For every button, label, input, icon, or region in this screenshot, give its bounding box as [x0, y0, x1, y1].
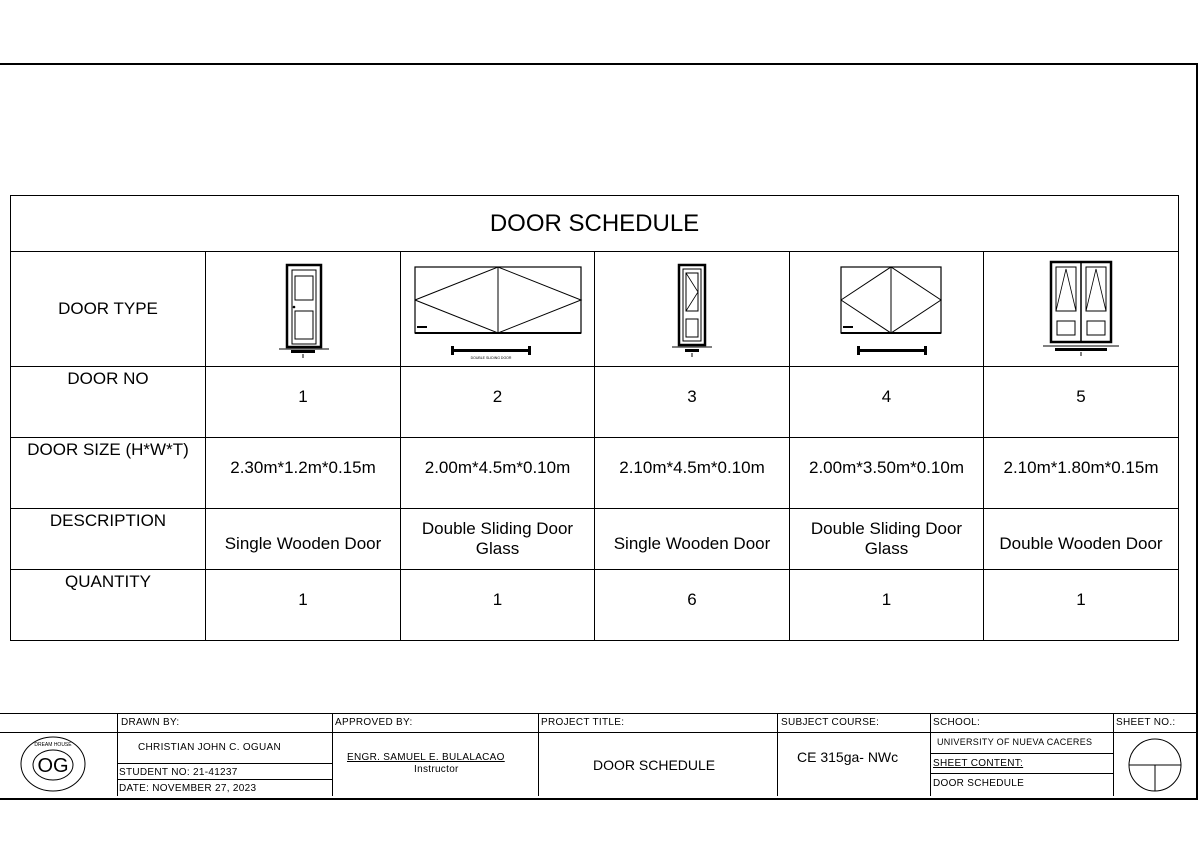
door-3-size: 2.10m*4.5m*0.10m [595, 438, 790, 509]
divider [538, 713, 539, 796]
divider [117, 713, 118, 796]
sheet-no-label: SHEET NO.: [1116, 717, 1176, 728]
door-type-label: DOOR TYPE [11, 252, 206, 367]
divider [117, 763, 332, 764]
door-4-quantity: 1 [790, 570, 984, 641]
door-schedule-table [10, 195, 1179, 641]
divider [930, 773, 1113, 774]
door-1-description: Single Wooden Door [206, 509, 401, 570]
title-block [0, 713, 1196, 796]
door-2-no: 2 [401, 367, 595, 438]
schedule-title: DOOR SCHEDULE [11, 196, 1179, 252]
divider [1113, 713, 1114, 796]
double-sliding-door-icon [408, 257, 588, 361]
divider [930, 753, 1113, 754]
door-5-size: 2.10m*1.80m*0.15m [984, 438, 1179, 509]
door-2-description: Double Sliding Door Glass [401, 509, 595, 570]
divider [930, 713, 931, 796]
door-5-description: Double Wooden Door [984, 509, 1179, 570]
drawn-by-name: CHRISTIAN JOHN C. OGUAN [138, 742, 282, 753]
door-1-drawing [206, 252, 401, 367]
subject-course-label: SUBJECT COURSE: [781, 717, 880, 728]
door-2-drawing [401, 252, 595, 367]
door-1-size: 2.30m*1.2m*0.15m [206, 438, 401, 509]
door-4-drawing [790, 252, 984, 367]
date: DATE: NOVEMBER 27, 2023 [119, 783, 257, 794]
single-glass-panel-door-icon [652, 257, 732, 361]
door-1-quantity: 1 [206, 570, 401, 641]
door-3-drawing [595, 252, 790, 367]
logo-ring-text: DREAM HOUSE [34, 742, 72, 748]
title-block-top-border [0, 713, 1196, 714]
sheet-content-label: SHEET CONTENT: [933, 758, 1024, 769]
quantity-label: QUANTITY [11, 570, 206, 641]
door-5-quantity: 1 [984, 570, 1179, 641]
school-name: UNIVERSITY OF NUEVA CACERES [937, 737, 1093, 747]
sheet-no-symbol [1127, 737, 1183, 793]
project-title-label: PROJECT TITLE: [541, 717, 625, 728]
student-no: STUDENT NO: 21-41237 [119, 767, 238, 778]
door-3-no: 3 [595, 367, 790, 438]
drawn-by-label: DRAWN BY: [121, 717, 180, 728]
door-4-size: 2.00m*3.50m*0.10m [790, 438, 984, 509]
door-4-no: 4 [790, 367, 984, 438]
door-no-label: DOOR NO [11, 367, 206, 438]
approved-by-name: ENGR. SAMUEL E. BULALACAO [347, 752, 505, 763]
title-block-header-divider [0, 732, 1196, 733]
og-logo [18, 735, 88, 793]
door-size-label: DOOR SIZE (H*W*T) [11, 438, 206, 509]
single-wooden-door-icon [263, 257, 343, 361]
sheet-content: DOOR SCHEDULE [933, 778, 1025, 789]
door-2-size: 2.00m*4.5m*0.10m [401, 438, 595, 509]
door-5-drawing [984, 252, 1179, 367]
school-label: SCHOOL: [933, 717, 981, 728]
divider [777, 713, 778, 796]
door-2-quantity: 1 [401, 570, 595, 641]
door-4-description: Double Sliding Door Glass [790, 509, 984, 570]
door-3-description: Single Wooden Door [595, 509, 790, 570]
door-1-no: 1 [206, 367, 401, 438]
door-5-no: 5 [984, 367, 1179, 438]
logo-text: OG [37, 755, 69, 777]
project-title: DOOR SCHEDULE [593, 757, 716, 773]
approved-by-role: Instructor [414, 764, 459, 775]
drawing-caption: DOUBLE SLIDING DOOR [470, 356, 511, 360]
divider [117, 779, 332, 780]
door-3-quantity: 6 [595, 570, 790, 641]
description-label: DESCRIPTION [11, 509, 206, 570]
double-wooden-door-icon [1031, 257, 1131, 361]
divider [332, 713, 333, 796]
approved-by-label: APPROVED BY: [335, 717, 413, 728]
subject-course: CE 315ga- NWc [797, 749, 899, 765]
double-sliding-door-icon [797, 257, 977, 361]
